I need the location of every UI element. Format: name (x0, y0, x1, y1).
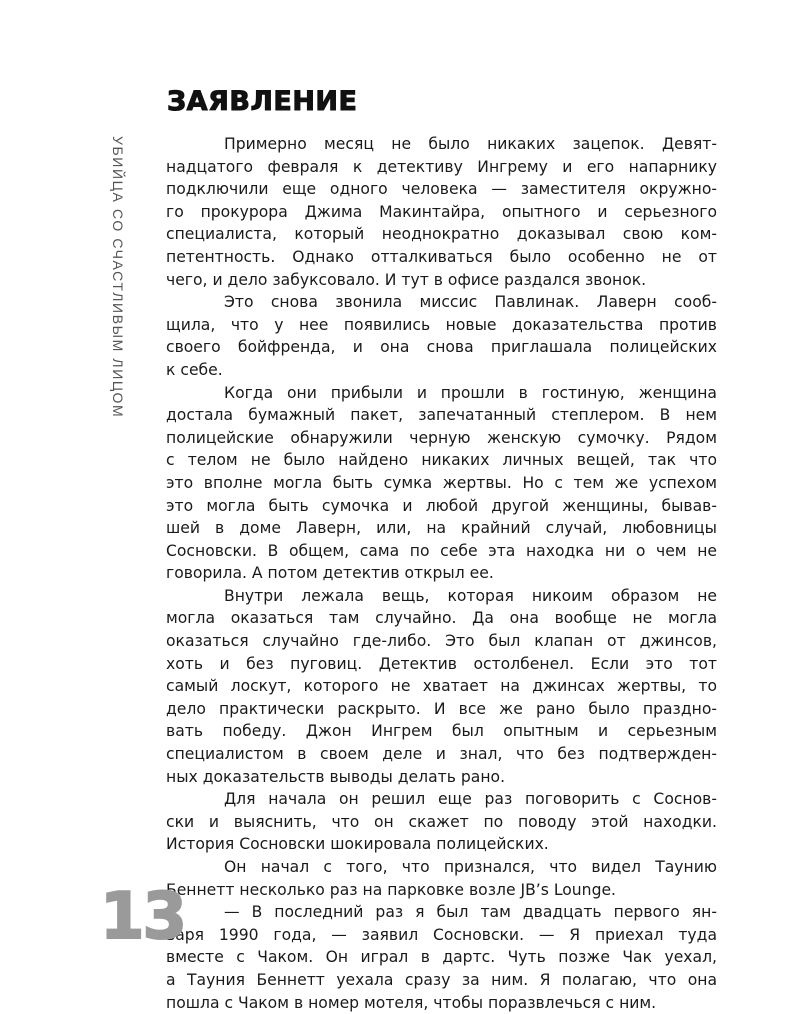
text-line: могла оказаться там случайно. Да она вообще не могла (166, 609, 717, 628)
text-line: чего, и дело забуксовало. И тут в офисе раздался звонок. (166, 270, 647, 289)
text-line: Когда они прибыли и прошли в гостиную, женщина (224, 383, 717, 402)
page-number: 13 (100, 880, 186, 954)
text-line: — В последний раз я был там двадцать первого ян- (224, 903, 717, 922)
text-line: полицейские обнаружили черную женскую сумочку. Рядом (166, 428, 717, 447)
text-line: варя 1990 года, — заявил Сосновски. — Я приехал туда (166, 925, 717, 944)
text-line: специалиста, который неоднократно доказывал свою ком- (166, 225, 717, 244)
text-line: Беннетт несколько раз на парковке возле JB’s Lounge. (166, 880, 617, 899)
text-line: Для начала он решил еще раз поговорить с Соснов- (224, 790, 717, 809)
text-line: хоть и без пуговиц. Детектив остолбенел. Если это тот (166, 654, 717, 673)
text-line: пошла с Чаком в номер мотеля, чтобы поразвлечься с ним. (166, 993, 657, 1012)
text-line: вместе с Чаком. Он играл в дартс. Чуть позже Чак уехал, (166, 948, 717, 967)
text-line: го прокурора Джима Макинтайра, опытного и серьезного (166, 202, 717, 221)
text-line: ных доказательств выводы делать рано. (166, 767, 506, 786)
text-line: Он начал с того, что признался, что видел Таунию (224, 858, 717, 876)
text-line: говорила. А потом детектив открыл ее. (166, 564, 494, 583)
text-line: Сосновски. В общем, сама по себе эта находка ни о чем не (166, 541, 717, 560)
text-line: своего бойфренда, и она снова приглашала полицейских (166, 338, 717, 357)
text-line: оказаться случайно где-либо. Это был клапан от джинсов, (166, 632, 717, 651)
text-line: а Тауния Беннетт уехала сразу за ним. Я полагаю, что она (166, 970, 717, 989)
text-line: подключили еще одного человека — заместителя окружно- (166, 180, 717, 199)
chapter-title: ЗАЯВЛЕНИЕ (167, 86, 358, 117)
text-line: надцатого февраля к детективу Ингрему и его напарнику (166, 157, 717, 176)
body-text (166, 133, 717, 1014)
text-line: дело практически раскрыто. И все же рано было праздно- (166, 699, 717, 718)
text-line: достала бумажный пакет, запечатанный степлером. В нем (166, 406, 717, 425)
text-line: вать победу. Джон Ингрем был опытным и серьезным (166, 722, 717, 741)
running-head: УБИЙЦА СО СЧАСТЛИВЫМ ЛИЦОМ (110, 136, 126, 419)
text-line: Это снова звонила миссис Павлинак. Лаверн сооб- (224, 293, 717, 312)
text-line: История Сосновски шокировала полицейских. (166, 835, 549, 854)
text-line: шей в доме Лаверн, или, на крайний случай, любовницы (166, 519, 717, 538)
text-line: к себе. (166, 360, 223, 379)
text-line: с телом не было найдено никаких личных вещей, так что (166, 451, 717, 470)
text-line: Внутри лежала вещь, которая никоим образом не (224, 586, 717, 605)
text-line: щила, что у нее появились новые доказательства против (166, 315, 717, 334)
text-line: специалистом в своем деле и знал, что без подтвержден- (166, 745, 717, 764)
text-line: это вполне могла быть сумка жертвы. Но с тем же успехом (166, 473, 717, 492)
text-line: самый лоскут, которого не хватает на джинсах жертвы, то (166, 677, 717, 696)
text-line: Примерно месяц не было никаких зацепок. Девят- (224, 135, 717, 153)
text-line: это могла быть сумочка и любой другой женщины, бывав- (166, 496, 717, 515)
text-line: ски и выяснить, что он скажет по поводу этой находки. (166, 812, 717, 831)
text-line: петентность. Однако отталкиваться было особенно не от (166, 247, 717, 266)
